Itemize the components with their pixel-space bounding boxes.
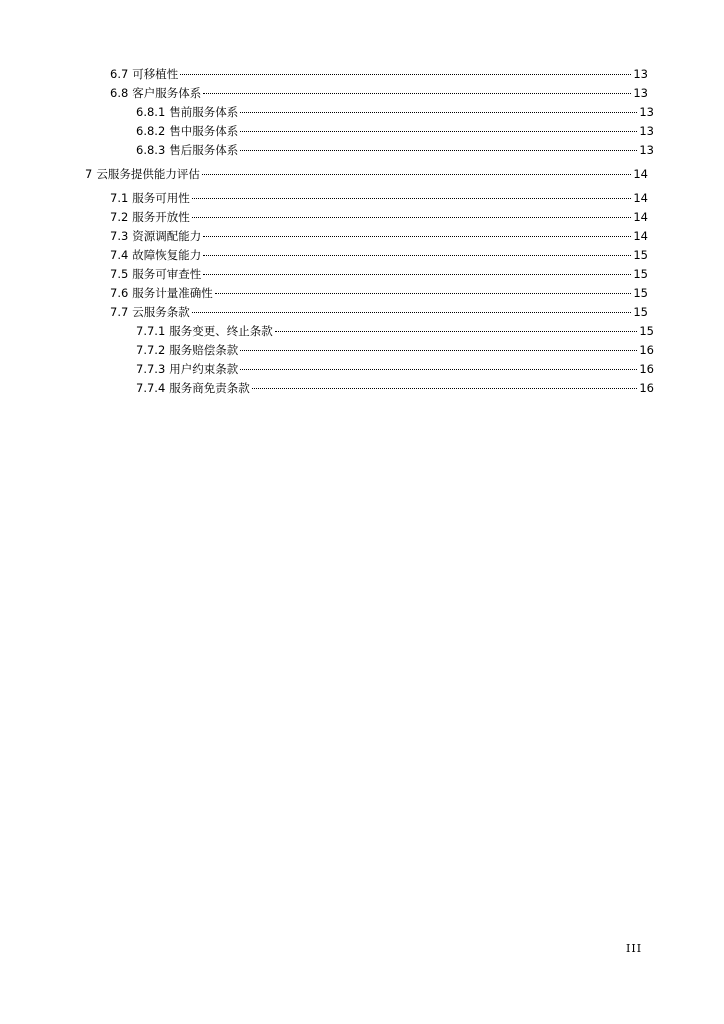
toc-dot-leader <box>203 255 631 256</box>
toc-dot-leader <box>252 388 638 389</box>
toc-entry-page: 16 <box>639 381 654 395</box>
toc-entry[interactable] <box>110 190 648 206</box>
toc-dot-leader <box>192 198 632 199</box>
toc-entry-title: 服务可用性 <box>132 191 190 205</box>
toc-entry-page: 15 <box>633 248 648 262</box>
toc-dot-leader <box>240 112 637 113</box>
toc-entry-page: 15 <box>633 267 648 281</box>
toc-entry-title: 客户服务体系 <box>132 86 202 100</box>
toc-entry-title: 服务赔偿条款 <box>169 343 239 357</box>
toc-dot-leader <box>275 331 638 332</box>
toc-entry-number: 6.8 <box>110 86 129 100</box>
toc-entry[interactable] <box>136 104 654 120</box>
toc-entry[interactable] <box>110 247 648 263</box>
toc-entry[interactable] <box>110 266 648 282</box>
toc-entry-page: 16 <box>639 362 654 376</box>
toc-entry-number: 6.7 <box>110 67 129 81</box>
toc-entry-title: 售后服务体系 <box>169 143 239 157</box>
toc-entry-number: 7.7.2 <box>136 343 166 357</box>
toc-entry-number: 7.3 <box>110 229 129 243</box>
toc-entry-number: 7.7.3 <box>136 362 166 376</box>
toc-entry[interactable] <box>110 85 648 101</box>
toc-entry-page: 15 <box>639 324 654 338</box>
toc-dot-leader <box>240 350 637 351</box>
toc-entry-page: 14 <box>633 167 648 181</box>
toc-entry-number: 6.8.3 <box>136 143 166 157</box>
toc-entry-page: 13 <box>639 105 654 119</box>
toc-dot-leader <box>203 93 631 94</box>
toc-entry-page: 13 <box>639 124 654 138</box>
toc-entry-page: 16 <box>639 343 654 357</box>
toc-entry-number: 6.8.2 <box>136 124 166 138</box>
toc-entry-page: 13 <box>633 67 648 81</box>
toc-entry-page: 14 <box>633 191 648 205</box>
toc-dot-leader <box>203 236 631 237</box>
toc-entry-number: 7.7.4 <box>136 381 166 395</box>
toc-entry-title: 可移植性 <box>132 67 179 81</box>
toc-entry[interactable] <box>136 380 654 396</box>
toc-entry-number: 7.7.1 <box>136 324 166 338</box>
toc-dot-leader <box>180 74 631 75</box>
toc-dot-leader <box>202 174 632 175</box>
toc-entry-number: 7.6 <box>110 286 129 300</box>
toc-entry-title: 故障恢复能力 <box>132 248 202 262</box>
toc-entry-title: 服务商免责条款 <box>169 381 250 395</box>
toc-entry-title: 服务计量准确性 <box>132 286 213 300</box>
toc-entry-number: 7.2 <box>110 210 129 224</box>
toc-entry-number: 7 <box>85 167 93 181</box>
toc-dot-leader <box>215 293 632 294</box>
toc-entry-title: 用户约束条款 <box>169 362 239 376</box>
toc-entry-page: 14 <box>633 229 648 243</box>
toc-dot-leader <box>240 369 637 370</box>
toc-entry[interactable] <box>85 166 648 182</box>
toc-entry-title: 服务开放性 <box>132 210 190 224</box>
toc-entry-title: 服务变更、终止条款 <box>169 324 273 338</box>
toc-dot-leader <box>192 312 632 313</box>
toc-entry[interactable] <box>110 228 648 244</box>
toc-entry-page: 15 <box>633 286 648 300</box>
toc-dot-leader <box>240 131 637 132</box>
toc-entry[interactable] <box>136 342 654 358</box>
toc-entry[interactable] <box>136 361 654 377</box>
toc-entry-page: 15 <box>633 305 648 319</box>
toc-entry-page: 13 <box>633 86 648 100</box>
toc-dot-leader <box>192 217 632 218</box>
toc-entry-title: 服务可审查性 <box>132 267 202 281</box>
page-number: III <box>626 942 643 955</box>
toc-entry[interactable] <box>110 66 648 82</box>
toc-entry-number: 7.1 <box>110 191 129 205</box>
toc-entry-title: 云服务条款 <box>132 305 190 319</box>
toc-entry[interactable] <box>110 304 648 320</box>
toc-entry-page: 14 <box>633 210 648 224</box>
toc-entry-number: 7.7 <box>110 305 129 319</box>
toc-entry[interactable] <box>110 209 648 225</box>
toc-dot-leader <box>203 274 631 275</box>
toc-entry-number: 7.4 <box>110 248 129 262</box>
toc-entry[interactable] <box>136 323 654 339</box>
toc-entry-number: 6.8.1 <box>136 105 166 119</box>
toc-entry-title: 售前服务体系 <box>169 105 239 119</box>
toc-entry-number: 7.5 <box>110 267 129 281</box>
toc-entry[interactable] <box>136 123 654 139</box>
toc-entry-title: 云服务提供能力评估 <box>96 167 200 181</box>
toc-entry-title: 资源调配能力 <box>132 229 202 243</box>
toc-dot-leader <box>240 150 637 151</box>
toc-entry-title: 售中服务体系 <box>169 124 239 138</box>
toc-entry[interactable] <box>136 142 654 158</box>
toc-entry[interactable] <box>110 285 648 301</box>
toc-entry-page: 13 <box>639 143 654 157</box>
